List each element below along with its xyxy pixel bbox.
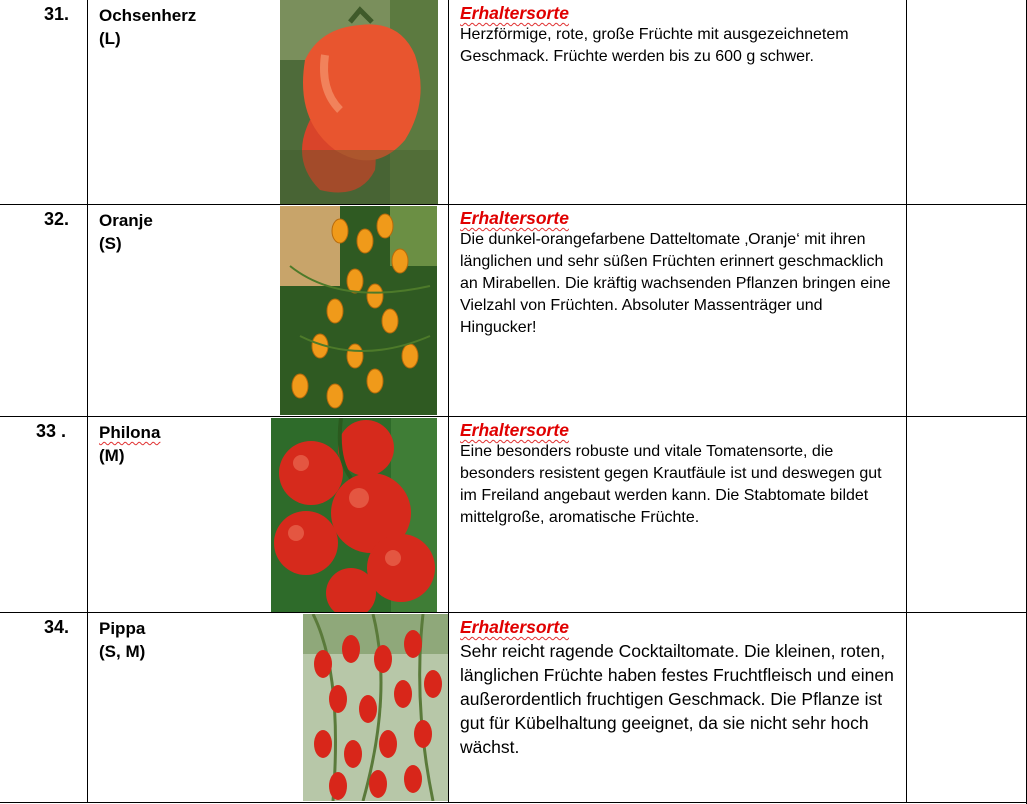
table-row [0, 205, 1027, 417]
column-divider [448, 0, 449, 204]
variety-description-cell [460, 615, 900, 759]
variety-name: Philona [99, 423, 161, 442]
column-divider [448, 205, 449, 416]
column-divider [87, 417, 88, 612]
variety-number: 32. [44, 209, 70, 229]
heirloom-tag: Erhaltersorte [460, 208, 569, 228]
variety-description: Die dunkel-orangefarbene Datteltomate ‚Oranje‘ mit ihren länglichen und sehr süßen Früchten erinnert geschmacklich an Mirabellen. Die kräftig wachsenden Pflanzen bringen eine Vielzahl von Früchten. Absoluter Massenträger und Hingucker! [460, 231, 891, 336]
column-divider [906, 205, 907, 416]
variety-name-block [99, 209, 153, 255]
variety-name: Pippa [99, 619, 146, 638]
variety-name: Ochsenherz [99, 6, 197, 25]
table-row [0, 417, 1027, 613]
column-divider [87, 613, 88, 802]
red-tomato-cluster-photo [271, 418, 437, 612]
variety-name-block [99, 4, 196, 50]
heirloom-tag: Erhaltersorte [460, 3, 569, 23]
variety-description: Eine besonders robuste und vitale Tomatensorte, die besonders resistent gegen Krautfäule ist und deswegen gut im Freiland angebaut werden kann. Die Stabtomate bildet mittelgroße, aromatische Früchte. [460, 443, 882, 526]
column-divider [906, 417, 907, 612]
variety-description: Sehr reicht ragende Cocktailtomate. Die kleinen, roten, länglichen Früchte haben festes Fruchtfleisch und einen außerordentlich fruchtigen Geschmack. Die Pflanze ist gut für Kübelhaltung geeignet, da sie nicht sehr hoch wächst. [460, 641, 894, 757]
oxheart-tomato-photo [280, 0, 438, 204]
variety-number: 33 . [36, 421, 67, 441]
column-divider [448, 417, 449, 612]
variety-description-cell [460, 207, 900, 339]
variety-description-cell [460, 419, 900, 529]
variety-name-block [99, 421, 160, 467]
variety-size: (M) [99, 446, 125, 465]
column-divider [906, 0, 907, 204]
orange-date-tomato-photo [280, 206, 437, 415]
variety-name: Oranje [99, 211, 153, 230]
column-divider [448, 613, 449, 802]
table-row [0, 613, 1027, 803]
variety-description-cell [460, 2, 900, 68]
column-divider [906, 613, 907, 802]
heirloom-tag: Erhaltersorte [460, 420, 569, 440]
table-row [0, 0, 1027, 205]
column-divider [87, 0, 88, 204]
heirloom-tag: Erhaltersorte [460, 617, 569, 637]
variety-name-block [99, 617, 145, 663]
variety-number: 34. [44, 617, 70, 637]
cocktail-tomato-vine-photo [303, 614, 448, 801]
variety-number: 31. [44, 4, 70, 24]
variety-size: (S) [99, 234, 122, 253]
variety-description: Herzförmige, rote, große Früchte mit ausgezeichnetem Geschmack. Früchte werden bis zu 600 g schwer. [460, 26, 849, 65]
column-divider [87, 205, 88, 416]
variety-size: (L) [99, 29, 121, 48]
variety-size: (S, M) [99, 642, 146, 661]
